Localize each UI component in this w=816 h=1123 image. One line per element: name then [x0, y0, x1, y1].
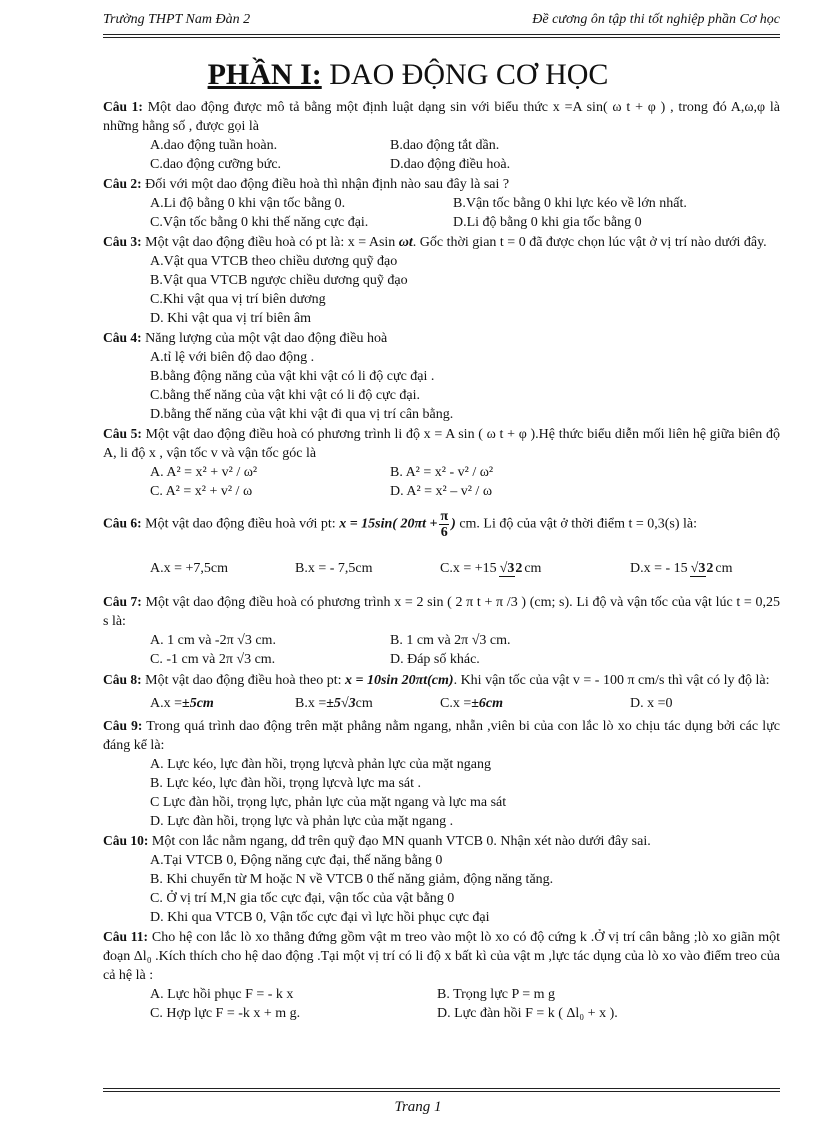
question-label: Câu 4: — [103, 330, 142, 345]
question-label: Câu 6: — [103, 515, 142, 531]
question-text-cont: . Khi vận tốc của vật v = - 100 π cm/s thì vật có ly độ là: — [453, 673, 770, 688]
page-header — [103, 10, 780, 30]
option-b: B.x = - 7,5cm — [295, 561, 373, 576]
option-a — [150, 692, 295, 716]
question-text: Năng lượng của một vật dao động điều hoà — [145, 331, 388, 346]
question-text: Cho hệ con lắc lò xo thẳng đứng gồm vật m treo vào một lò xo có độ cứng k .Ở vị trí cân bằng ;lò xo giãn một đoạn Δl₀ .Kích thích cho hệ dao động .Tại một vị trí có li độ x bất kì của vật m ,lực tác dụng của lò xo vào điểm treo của cả hệ là : — [103, 930, 780, 983]
option-c: C.Vận tốc bằng 0 khi thế năng cực đại. — [150, 215, 369, 230]
question-6 — [103, 509, 780, 540]
question-7 — [103, 592, 780, 631]
question-text-cont: cm. Li độ của vật ở thời điểm t = 0,3(s) là: — [455, 516, 698, 532]
question-text: Đối với một dao động điều hoà thì nhận định nào sau đây là sai ? — [145, 177, 510, 192]
question-text: Một dao động được mô tả bằng một định luật dạng sin với biểu thức x =A sin( ω t + φ ) , trong đó A,ω,φ là những hằng số , được gọi là — [103, 100, 781, 134]
question-9 — [103, 716, 780, 755]
option-c: C.bằng thế năng của vật khi vật có li độ cực đại. — [150, 388, 421, 403]
options-row — [103, 1004, 780, 1023]
option-b: B. Lực kéo, lực đàn hồi, trọng lựcvà lực ma sát . — [150, 776, 422, 791]
option-d-unit: cm — [715, 561, 733, 576]
options-row — [103, 692, 780, 716]
question-1 — [103, 97, 780, 136]
equation-close: ) — [451, 516, 456, 532]
option-d: D.dao động điều hoà. — [390, 157, 511, 172]
option-b: B. 1 cm và 2π √3 cm. — [390, 633, 511, 648]
option-a: A.tỉ lệ với biên độ dao động . — [150, 350, 315, 365]
option-b: B.dao động tắt dần. — [390, 138, 500, 153]
option-b: B. Trọng lực P = m g — [437, 987, 556, 1002]
option-b-value: ±5√3 — [326, 696, 356, 711]
option-d: D. Đáp số khác. — [390, 652, 480, 667]
question-label: Câu 1: — [103, 99, 143, 114]
option-b — [295, 692, 440, 716]
equation: x = 10sin 20πt(cm) — [345, 673, 454, 688]
fraction-denominator: 6 — [440, 525, 448, 540]
option-a-value: ±5cm — [182, 696, 214, 711]
question-label: Câu 8: — [103, 672, 142, 687]
question-label: Câu 3: — [103, 234, 142, 249]
option-a: A. Lực kéo, lực đàn hồi, trọng lựcvà phản lực của mặt ngang — [150, 757, 491, 772]
option-b: B.Vận tốc bằng 0 khi lực kéo về lớn nhất. — [453, 196, 687, 211]
option-b: B. Khi chuyển từ M hoặc N về VTCB 0 thế năng giảm, động năng tăng. — [150, 872, 554, 887]
question-text-cont: . Gốc thời gian t = 0 đã được chọn lúc vật ở vị trí nào dưới đây. — [412, 235, 767, 250]
section-title — [0, 58, 816, 92]
option-c-prefix: C.x = — [440, 696, 472, 711]
question-text: Trong quá trình dao động trên mặt phẳng nằm ngang, nhẵn ,viên bi của con lắc lò xo chịu tác dụng bởi các lực đáng kể là: — [103, 719, 780, 753]
options-row — [103, 554, 780, 584]
option-a-prefix: A.x = — [150, 696, 183, 711]
question-label: Câu 11: — [103, 929, 149, 944]
option-c — [440, 554, 630, 584]
options-row — [103, 631, 780, 650]
option-d: D. A² = x² – v² / ω — [390, 484, 493, 499]
option-c: C. Ở vị trí M,N gia tốc cực đại, vận tốc của vật bằng 0 — [150, 891, 455, 906]
option-d: D.bằng thế năng của vật khi vật đi qua vị trí cân bằng. — [150, 407, 454, 422]
question-label: Câu 5: — [103, 426, 142, 441]
option-b-prefix: B.x = — [295, 696, 327, 711]
footer-divider — [103, 1088, 780, 1092]
equation-fraction — [439, 509, 449, 540]
options-row — [103, 650, 780, 669]
question-text: Một vật dao động điều hoà theo pt: — [145, 673, 345, 688]
option-d: D. Lực đàn hồi, trọng lực và phản lực của mặt ngang . — [150, 814, 454, 829]
option-b: B. A² = x² - v² / ω² — [390, 465, 494, 480]
option-c: C.Khi vật qua vị trí biên dương — [150, 292, 326, 307]
fraction-numerator: π — [440, 509, 449, 524]
section-name: DAO ĐỘNG CƠ HỌC — [321, 58, 609, 91]
question-text: Một vật dao động điều hoà có phương trình x = 2 sin ( 2 π t + π /3 ) (cm; s). Li độ và vận tốc của vật lúc t = 0,25 s là: — [103, 595, 780, 629]
question-11 — [103, 927, 780, 985]
options-row — [103, 985, 780, 1004]
option-a: A.Tại VTCB 0, Động năng cực đại, thế năng bằng 0 — [150, 853, 443, 868]
option-c-value: ±6cm — [471, 696, 504, 711]
question-8 — [103, 669, 780, 692]
option-b: B.Vật qua VTCB ngược chiều dương quỹ đạo — [150, 273, 408, 288]
question-label: Câu 9: — [103, 718, 143, 733]
option-d: D. Khi qua VTCB 0, Vận tốc cực đại vì lực hồi phục cực đại — [150, 910, 490, 925]
options-row — [103, 136, 780, 155]
question-2 — [103, 174, 780, 194]
option-d-fraction — [690, 561, 714, 577]
question-3 — [103, 232, 780, 252]
option-c: C Lực đàn hồi, trọng lực, phản lực của mặt ngang và lực ma sát — [150, 795, 507, 810]
option-d: D.Li độ bằng 0 khi gia tốc bằng 0 — [453, 215, 642, 230]
fraction-denominator: 2 — [706, 560, 714, 576]
option-c-prefix: C.x = +15 — [440, 561, 497, 576]
option-c — [440, 692, 630, 716]
question-list — [103, 97, 780, 1023]
option-a: A.x = +7,5cm — [150, 561, 229, 576]
option-a: A. A² = x² + v² / ω² — [150, 465, 258, 480]
options-row — [103, 155, 780, 174]
question-label: Câu 2: — [103, 176, 142, 191]
option-c-fraction — [499, 561, 523, 577]
option-c: C. Hợp lực F = -k x + m g. — [150, 1006, 301, 1021]
option-c: C.dao động cưỡng bức. — [150, 157, 282, 172]
question-label: Câu 7: — [103, 594, 142, 609]
section-part: PHẦN I: — [207, 58, 322, 91]
question-text: Một con lắc nằm ngang, dđ trên quỹ đạo MN quanh VTCB 0. Nhận xét nào dưới đây sai. — [151, 834, 651, 849]
options-row — [103, 194, 780, 213]
fraction-numerator: √3 — [690, 560, 706, 576]
fraction-numerator: √3 — [499, 560, 515, 576]
question-4 — [103, 328, 780, 348]
option-c-unit: cm — [524, 561, 542, 576]
option-b-unit: cm — [355, 696, 373, 711]
question-text: Một vật dao động điều hoà với pt: — [145, 516, 340, 532]
question-text: Một vật dao động điều hoà có pt là: x = Asin — [145, 235, 399, 250]
option-a: A.dao động tuần hoàn. — [150, 138, 278, 153]
option-d: D. x =0 — [630, 696, 673, 711]
question-5 — [103, 424, 780, 463]
option-a: A.Vật qua VTCB theo chiều dương quỹ đạo — [150, 254, 398, 269]
options-row — [103, 463, 780, 482]
header-school: Trường THPT Nam Đàn 2 — [103, 12, 251, 27]
option-a: A. 1 cm và -2π √3 cm. — [150, 633, 276, 648]
option-c: C. -1 cm và 2π √3 cm. — [150, 652, 276, 667]
question-10 — [103, 831, 780, 851]
fraction-denominator: 2 — [515, 560, 523, 576]
header-course: Đề cương ôn tập thi tốt nghiệp phần Cơ học — [532, 12, 780, 27]
option-d — [630, 554, 732, 584]
option-d: D. Lực đàn hồi F = k ( Δl₀ + x ). — [437, 1006, 618, 1021]
option-d: D. Khi vật qua vị trí biên âm — [150, 311, 311, 326]
options-row — [103, 482, 780, 501]
equation: x = 15sin( 20πt + — [339, 516, 438, 532]
option-c: C. A² = x² + v² / ω — [150, 484, 253, 499]
option-a: A.Li độ bằng 0 khi vận tốc bằng 0. — [150, 196, 346, 211]
omega-t: ωt — [398, 235, 413, 250]
option-b: B.bằng động năng của vật khi vật có li độ cực đại . — [150, 369, 435, 384]
header-divider — [103, 34, 780, 38]
page-number: Trang 1 — [394, 1099, 442, 1115]
options-row — [103, 213, 780, 232]
question-label: Câu 10: — [103, 833, 149, 848]
question-text: Một vật dao động điều hoà có phương trình li độ x = A sin ( ω t + φ ).Hệ thức biểu diễn mối liên hệ giữa biên độ A, li độ x , vận tốc v và vận tốc góc là — [103, 427, 780, 461]
option-a: A. Lực hồi phục F = - k x — [150, 987, 294, 1002]
option-d-prefix: D.x = - 15 — [630, 561, 688, 576]
